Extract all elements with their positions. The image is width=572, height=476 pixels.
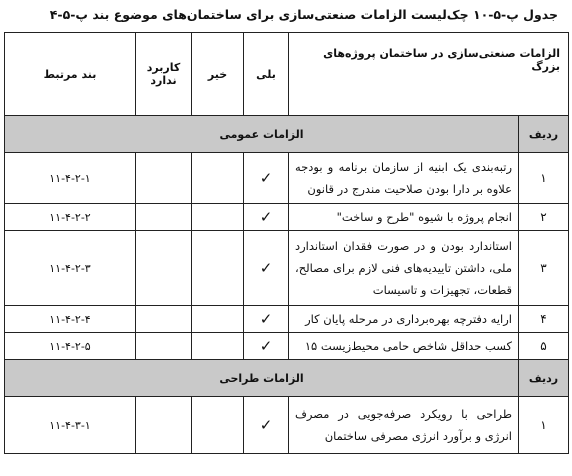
not-applicable-cell (136, 153, 192, 204)
not-applicable-cell (136, 204, 192, 231)
table-row (5, 306, 569, 333)
yes-checkmark-icon: ✓ (244, 397, 289, 454)
related-clause: ۱۱-۴-۲-۳ (5, 231, 136, 306)
requirement-text: رتبه‌بندی یک ابنیه از سازمان برنامه و بودجه علاوه بر دارا بودن صلاحیت مندرج در قانون (289, 153, 519, 204)
requirement-text: کسب حداقل شاخص حامی محیط‌زیست ۱۵ (289, 333, 519, 360)
section-row-label: ردیف (519, 116, 569, 153)
row-number: ۴ (519, 306, 569, 333)
header-not-applicable: کاربرد ندارد (136, 33, 192, 116)
no-cell (192, 333, 244, 360)
section-row-label: ردیف (519, 360, 569, 397)
header-no: خیر (192, 33, 244, 116)
no-cell (192, 306, 244, 333)
related-clause: ۱۱-۴-۲-۴ (5, 306, 136, 333)
checklist-table (4, 32, 569, 454)
section-header-design (5, 360, 569, 397)
row-number: ۳ (519, 231, 569, 306)
requirement-text: طراحی با رویکرد صرفه‌جویی در مصرف انرژی و برآورد انرژی مصرفی ساختمان (289, 397, 519, 454)
no-cell (192, 397, 244, 454)
no-cell (192, 204, 244, 231)
table-caption: جدول پ-۵-۱۰ چک‌لیست الزامات صنعتی‌سازی برای ساختمان‌های موضوع بند پ-۵-۴ (49, 7, 558, 22)
row-number: ۱ (519, 153, 569, 204)
related-clause: ۱۱-۴-۳-۱ (5, 397, 136, 454)
requirement-text: ارایه دفترچه بهره‌برداری در مرحله پایان کار (289, 306, 519, 333)
related-clause: ۱۱-۴-۲-۵ (5, 333, 136, 360)
table-row (5, 397, 569, 454)
section-title: الزامات طراحی (5, 360, 519, 397)
yes-checkmark-icon: ✓ (244, 306, 289, 333)
requirement-text: انجام پروژه با شیوه "طرح و ساخت" (289, 204, 519, 231)
yes-checkmark-icon: ✓ (244, 333, 289, 360)
yes-checkmark-icon: ✓ (244, 231, 289, 306)
related-clause: ۱۱-۴-۲-۱ (5, 153, 136, 204)
not-applicable-cell (136, 397, 192, 454)
not-applicable-cell (136, 231, 192, 306)
not-applicable-cell (136, 306, 192, 333)
related-clause: ۱۱-۴-۲-۲ (5, 204, 136, 231)
header-yes: بلی (244, 33, 289, 116)
header-requirement: الزامات صنعتی‌سازی در ساختمان پروژه‌های بزرگ (289, 33, 569, 116)
yes-checkmark-icon: ✓ (244, 153, 289, 204)
table-row (5, 204, 569, 231)
not-applicable-cell (136, 333, 192, 360)
table-row (5, 231, 569, 306)
table-header-row (5, 33, 569, 116)
table-row (5, 333, 569, 360)
no-cell (192, 153, 244, 204)
row-number: ۱ (519, 397, 569, 454)
row-number: ۲ (519, 204, 569, 231)
row-number: ۵ (519, 333, 569, 360)
yes-checkmark-icon: ✓ (244, 204, 289, 231)
table-row (5, 153, 569, 204)
section-title: الزامات عمومی (5, 116, 519, 153)
section-header-general (5, 116, 569, 153)
requirement-text: استاندارد بودن و در صورت فقدان استاندارد ملی، داشتن تاییدیه‌های فنی لازم برای مصالح، قطعات، تجهیزات و تاسیسات (289, 231, 519, 306)
no-cell (192, 231, 244, 306)
header-related-clause: بند مرتبط (5, 33, 136, 116)
